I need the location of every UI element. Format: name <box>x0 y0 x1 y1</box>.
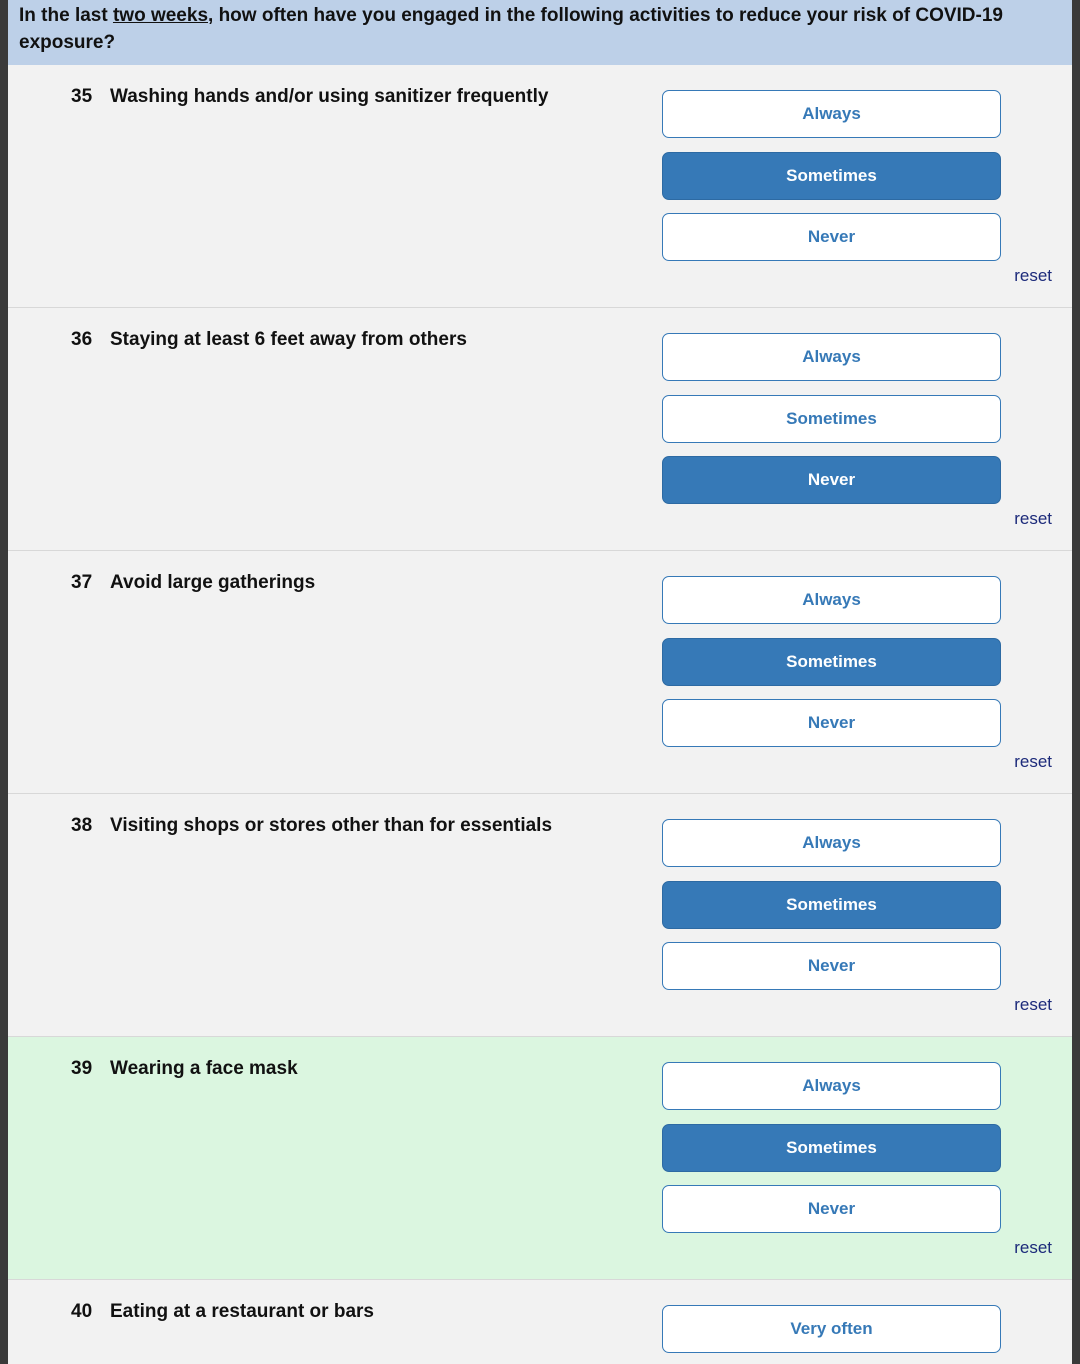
option-always-button[interactable]: Always <box>662 1062 1001 1110</box>
option-never-button[interactable]: Never <box>662 699 1001 747</box>
question-row <box>8 308 1072 551</box>
reset-link[interactable]: reset <box>1014 509 1052 528</box>
option-never-button[interactable]: Never <box>662 456 1001 504</box>
question-number: 40 <box>71 1301 93 1322</box>
question-number: 39 <box>71 1058 93 1079</box>
question-label <box>71 329 467 351</box>
question-label <box>71 1301 374 1323</box>
option-always-button[interactable]: Always <box>662 819 1001 867</box>
option-sometimes-button[interactable]: Sometimes <box>662 395 1001 443</box>
option-never-button[interactable]: Never <box>662 213 1001 261</box>
answer-options <box>662 90 1001 275</box>
answer-options <box>662 333 1001 518</box>
reset-link[interactable]: reset <box>1014 266 1052 285</box>
answer-options <box>662 576 1001 761</box>
question-text: Washing hands and/or using sanitizer frequently <box>110 86 549 107</box>
question-text: Wearing a face mask <box>110 1058 298 1079</box>
option-never-button[interactable]: Never <box>662 1185 1001 1233</box>
question-number: 36 <box>71 329 93 350</box>
question-text: Staying at least 6 feet away from others <box>110 329 467 350</box>
question-text: Visiting shops or stores other than for essentials <box>110 815 553 836</box>
question-row <box>8 551 1072 794</box>
option-always-button[interactable]: Always <box>662 90 1001 138</box>
question-number: 37 <box>71 572 93 593</box>
question-text: Avoid large gatherings <box>110 572 316 593</box>
question-label <box>71 1058 298 1080</box>
question-header <box>8 0 1072 65</box>
option-always-button[interactable]: Always <box>662 333 1001 381</box>
question-label <box>71 86 548 108</box>
question-row <box>8 1037 1072 1280</box>
option-sometimes-button[interactable]: Sometimes <box>662 881 1001 929</box>
reset-link[interactable]: reset <box>1014 752 1052 771</box>
option-never-button[interactable]: Never <box>662 942 1001 990</box>
option-very-often-button[interactable]: Very often <box>662 1305 1001 1353</box>
question-label <box>71 572 315 594</box>
question-row <box>8 65 1072 308</box>
question-text: Eating at a restaurant or bars <box>110 1301 374 1322</box>
survey-page <box>8 0 1072 1364</box>
reset-link[interactable]: reset <box>1014 1238 1052 1257</box>
reset-link[interactable]: reset <box>1014 995 1052 1014</box>
option-sometimes-button[interactable]: Sometimes <box>662 638 1001 686</box>
answer-options <box>662 819 1001 1004</box>
question-list <box>8 65 1072 1364</box>
answer-options <box>662 1305 1001 1364</box>
question-row <box>8 794 1072 1037</box>
question-number: 38 <box>71 815 93 836</box>
question-label <box>71 815 552 837</box>
header-prefix: In the last <box>19 5 113 26</box>
header-suffix: how often have you engaged in the following activities to reduce your risk of COVID-19 exposure? <box>19 5 1003 53</box>
option-sometimes-button[interactable]: Sometimes <box>662 152 1001 200</box>
question-row <box>8 1280 1072 1364</box>
option-always-button[interactable]: Always <box>662 576 1001 624</box>
question-number: 35 <box>71 86 93 107</box>
header-emphasis: two weeks, <box>112 5 214 26</box>
option-sometimes-button[interactable]: Sometimes <box>662 1124 1001 1172</box>
answer-options <box>662 1062 1001 1247</box>
